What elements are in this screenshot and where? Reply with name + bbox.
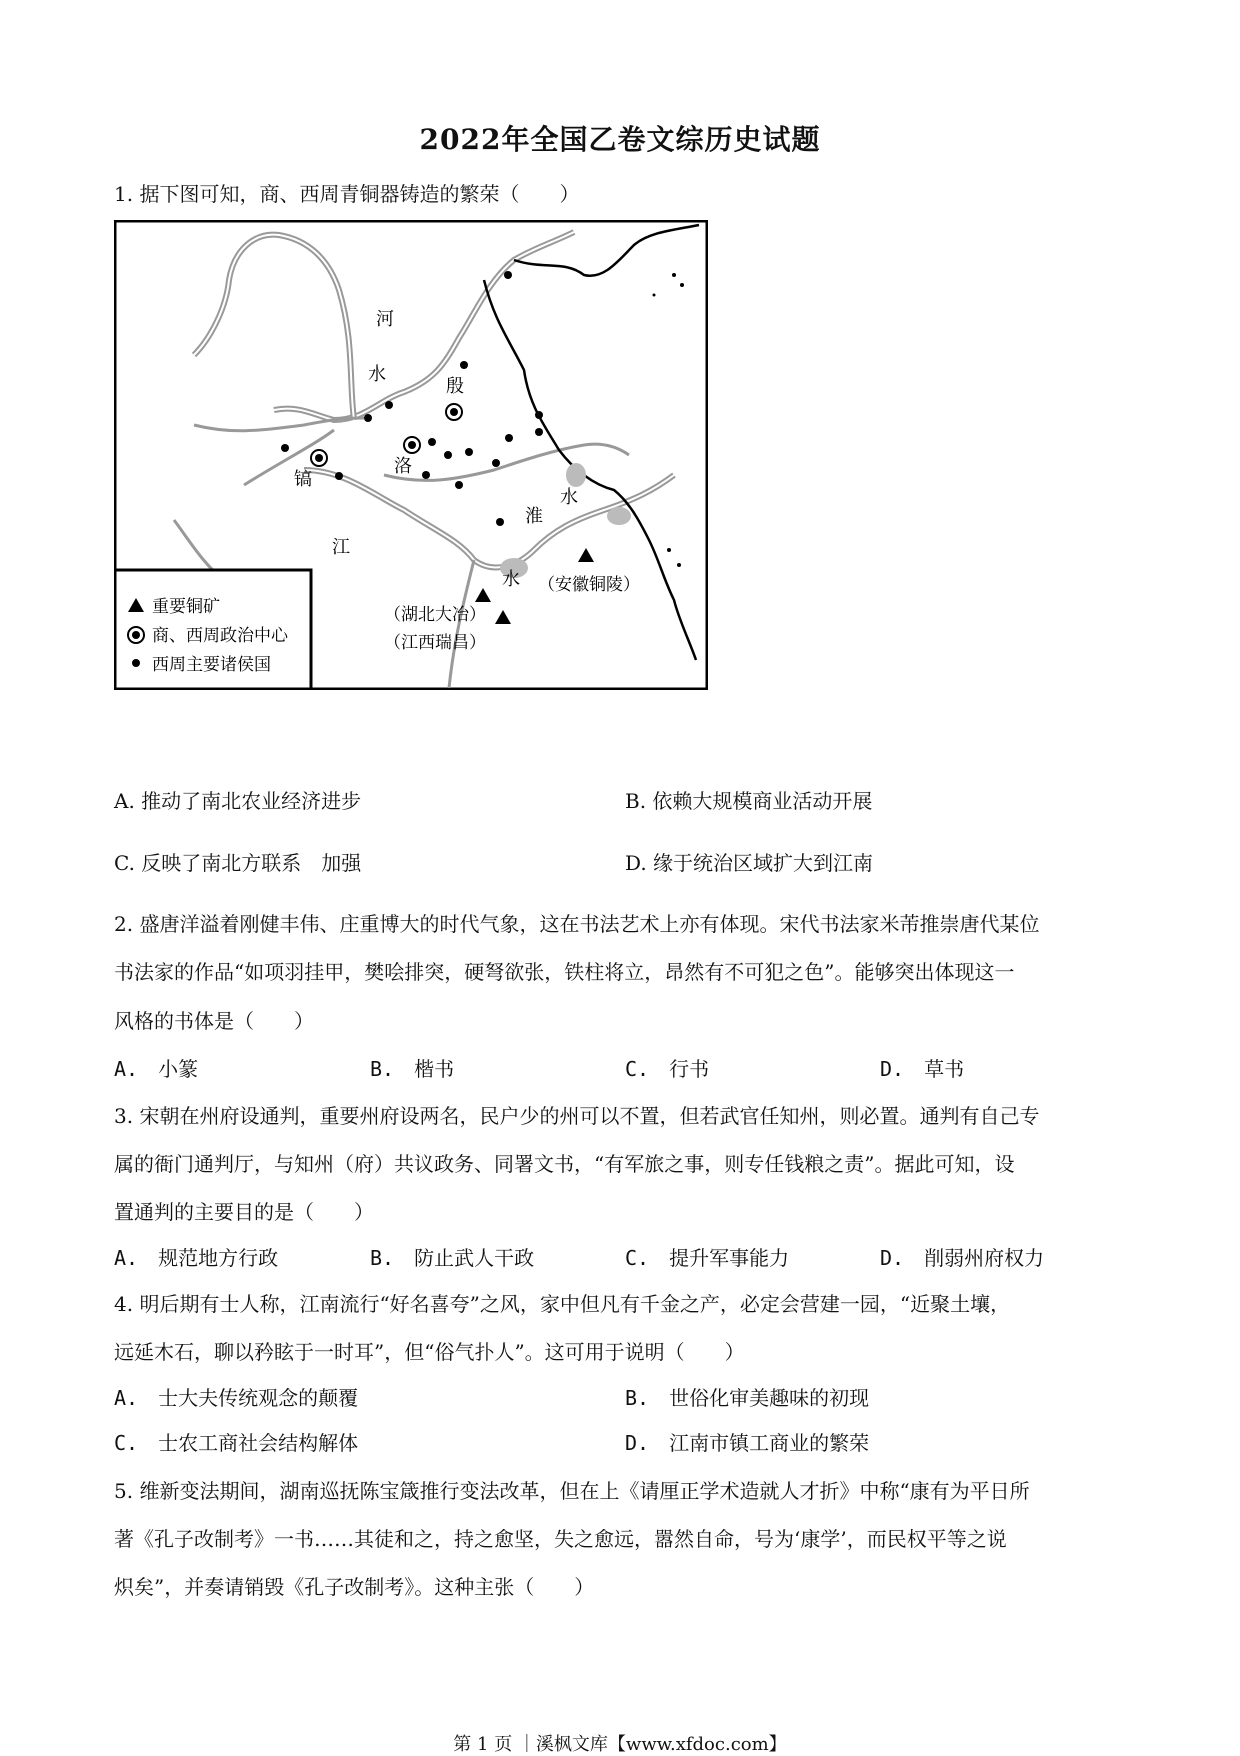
q4-option-a: A. 士大夫传统观念的颠覆 [114,1386,359,1410]
label-shui1: 水 [368,364,386,385]
q1-option-a: A. 推动了南北农业经济进步 [114,789,362,813]
q4-option-d: D. 江南市镇工商业的繁荣 [625,1431,870,1455]
q3-line-3: 置通判的主要目的是（ ） [114,1200,374,1224]
q5-line-2: 著《孔子改制考》一书……其徒和之，持之愈坚，失之愈远，嚣然自命，号为‘康学’，而民权平等之说 [114,1527,1007,1551]
page-title: 2022年全国乙卷文综历史试题 [419,123,821,156]
q2-option-c: C. 行书 [625,1057,710,1081]
legend-center: 商、西周政治中心 [152,626,288,646]
label-luo: 洛 [394,456,412,477]
vassal-state-icon [132,659,140,667]
bronze-sites-map [114,220,708,690]
label-anhui: （安徽铜陵） [538,575,640,595]
label-huai: 淮 [525,506,543,527]
label-shui2: 水 [502,569,520,590]
q5-line-3: 炽矣”，并奏请销毁《孔子改制考》。这种主张（ ） [114,1575,595,1599]
center-yin [446,404,462,420]
q2-line-3: 风格的书体是（ ） [114,1009,314,1033]
q2-option-a: A. 小篆 [114,1057,199,1081]
q3-option-c: C. 提升军事能力 [625,1246,790,1270]
q4-option-b: B. 世俗化审美趣味的初现 [625,1386,870,1410]
label-jiang: 江 [332,537,350,558]
legend-vassal: 西周主要诸侯国 [152,655,271,675]
q2-option-b: B. 楷书 [370,1057,455,1081]
legend-copper: 重要铜矿 [152,597,220,617]
center-luo [404,437,420,453]
q2-option-d: D. 草书 [880,1057,965,1081]
q4-option-c: C. 士农工商社会结构解体 [114,1431,359,1455]
q5-line-1: 5. 维新变法期间，湖南巡抚陈宝箴推行变法改革，但在上《请厘正学术造就人才折》中称“康有为平日所 [114,1479,1030,1503]
page-footer: 第 1 页 ｜溪枫文库【www.xfdoc.com】 [453,1734,787,1755]
label-hubei: （湖北大冶） [384,605,486,625]
q1-option-d: D. 缘于统治区域扩大到江南 [625,851,874,875]
q3-option-d: D. 削弱州府权力 [880,1246,1045,1270]
q2-line-2: 书法家的作品“如项羽挂甲，樊哙排突，硬弩欲张，铁柱将立，昂然有不可犯之色”。能够突出体现这一 [114,960,1015,984]
label-shui3: 水 [560,487,578,508]
q4-line-1: 4. 明后期有士人称，江南流行“好名喜夸”之风，家中但凡有千金之产，必定会营建一园，“近聚土壤， [114,1292,1011,1316]
q3-option-b: B. 防止武人干政 [370,1246,535,1270]
label-hao: 镐 [294,469,312,490]
label-he: 河 [376,309,394,330]
q3-option-a: A. 规范地方行政 [114,1246,279,1270]
center-hao [311,450,327,466]
question-1-stem: 1. 据下图可知，商、西周青铜器铸造的繁荣（ ） [114,182,580,206]
label-jiangxi: （江西瑞昌） [384,633,486,653]
label-yin: 殷 [446,376,464,397]
q3-line-2: 属的衙门通判厅，与知州（府）共议政务、同署文书，“有军旅之事，则专任钱粮之责”。据此可知，设 [114,1152,1015,1176]
q3-line-1: 3. 宋朝在州府设通判，重要州府设两名，民户少的州可以不置，但若武官任知州，则必置。通判有自己专 [114,1104,1040,1128]
q1-option-c: C. 反映了南北方联系 加强 [114,851,362,875]
q4-line-2: 远延木石，聊以矜眩于一时耳”，但“俗气扑人”。这可用于说明（ ） [114,1340,745,1364]
q2-line-1: 2. 盛唐洋溢着刚健丰伟、庄重博大的时代气象，这在书法艺术上亦有体现。宋代书法家米芾推崇唐代某位 [114,912,1040,936]
q1-option-b: B. 依赖大规模商业活动开展 [625,789,873,813]
